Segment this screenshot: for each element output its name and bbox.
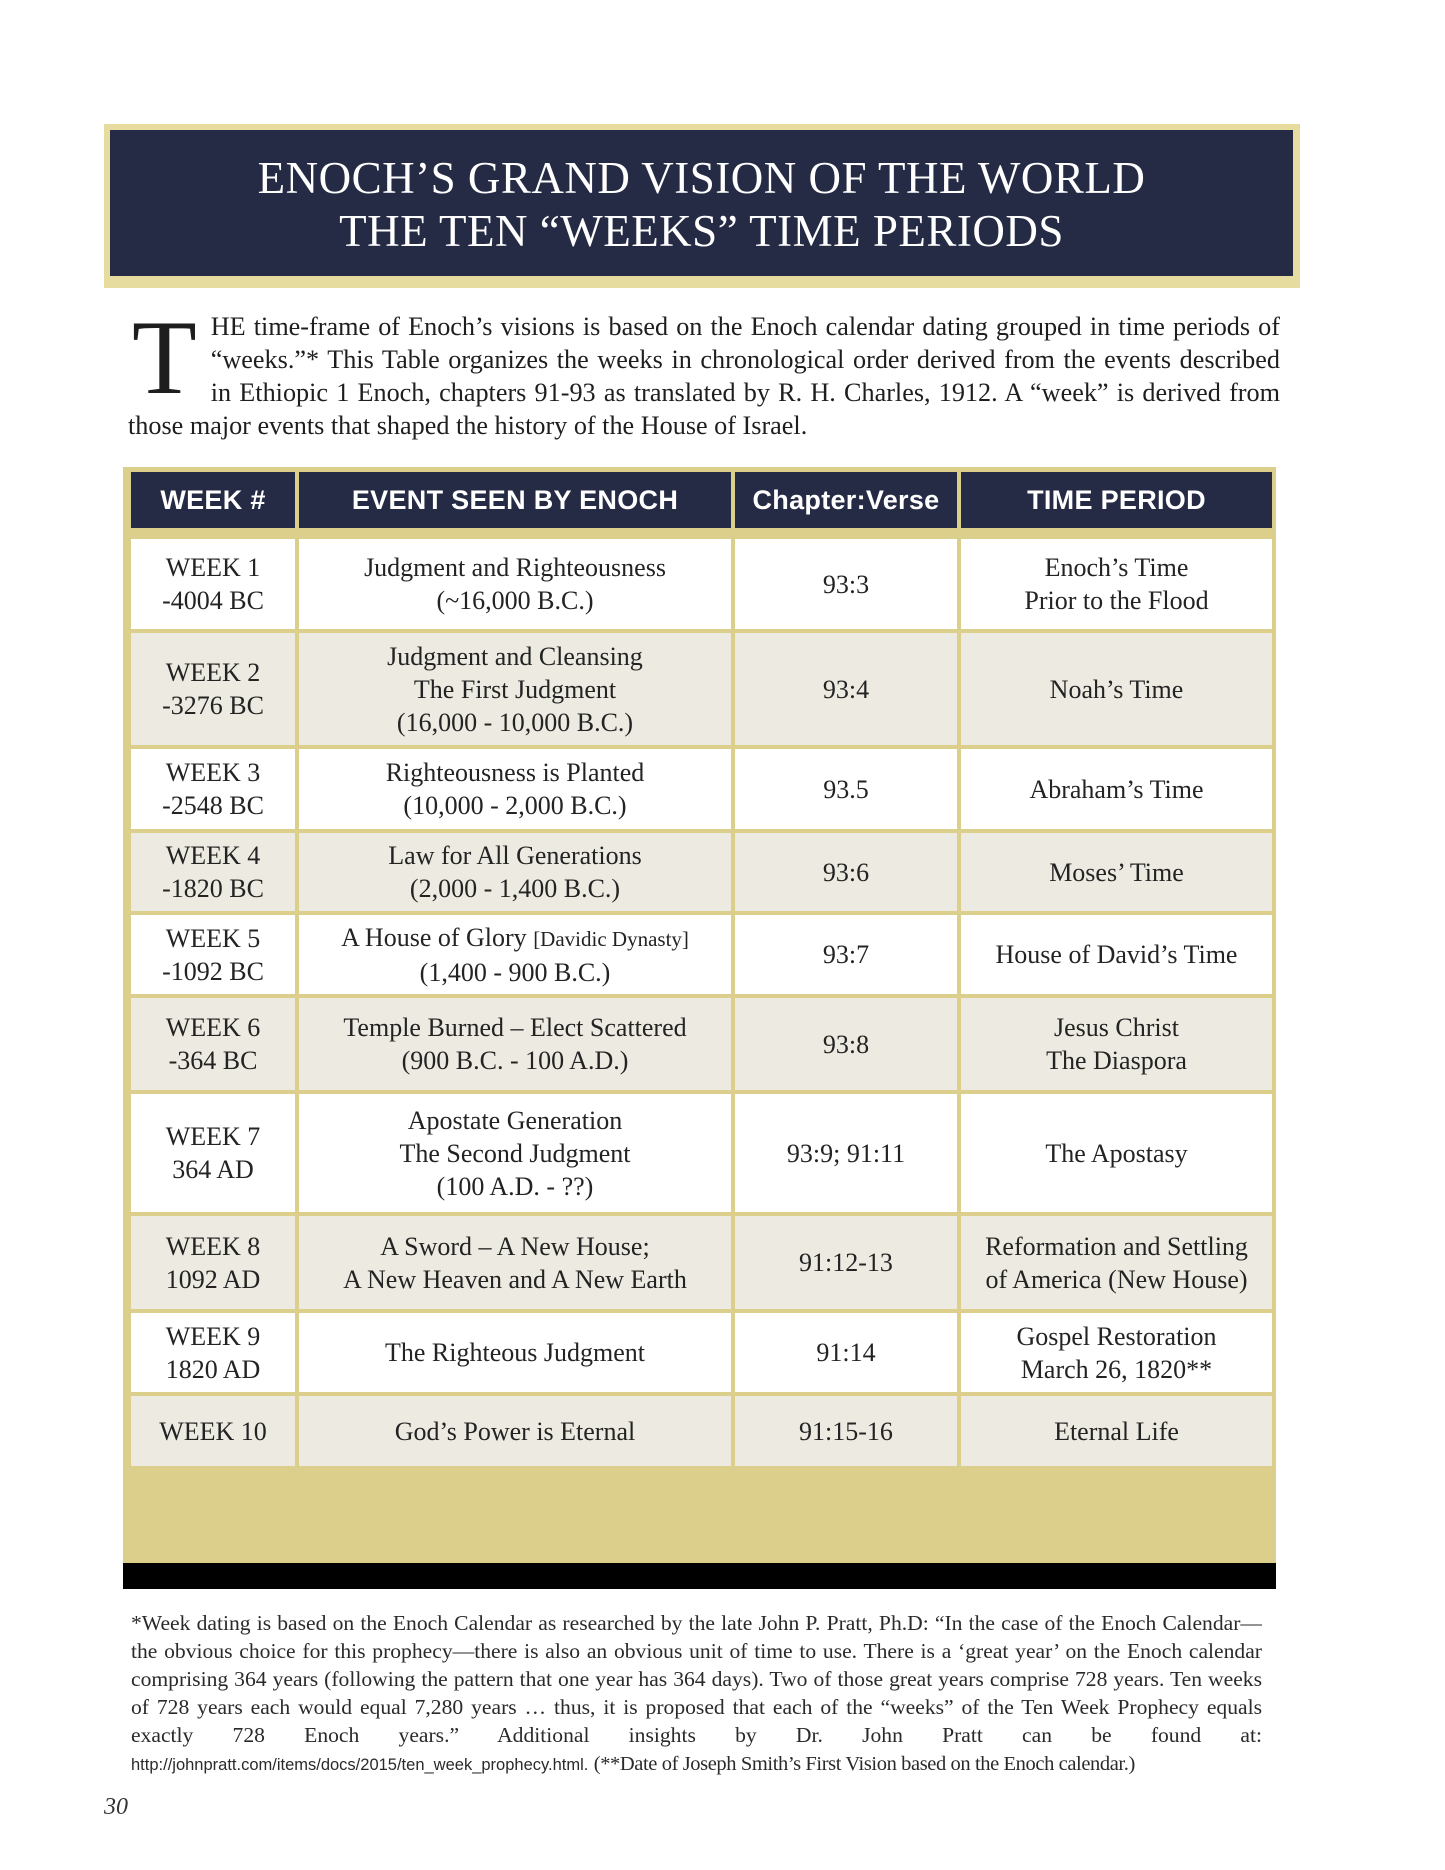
title-line-2: THE TEN “WEEKS” TIME PERIODS (339, 206, 1064, 256)
table-bottom-bar (123, 1563, 1276, 1589)
event-cell-line (403, 789, 626, 822)
period-cell (961, 1216, 1272, 1309)
week-cell-text: 1820 AD (165, 1354, 261, 1384)
table-row (127, 1216, 1272, 1309)
period-cell (961, 1094, 1272, 1212)
week-cell-line (166, 1230, 261, 1263)
period-cell-line (1024, 584, 1208, 617)
week-cell-line (166, 1011, 261, 1044)
event-cell-line (395, 1415, 635, 1448)
week-cell-line (166, 1353, 261, 1386)
footnote-url[interactable]: http://johnpratt.com/items/docs/2015/ten_week_prophecy.html. (131, 1756, 589, 1774)
event-cell-text: A Sword – A New House; (380, 1231, 650, 1261)
week-cell-text: WEEK 10 (159, 1416, 267, 1446)
event-cell-line (386, 756, 645, 789)
period-cell-text: Jesus Christ (1054, 1013, 1179, 1042)
drop-cap: T (132, 299, 197, 416)
verse-cell: 93:9; 91:11 (735, 1094, 957, 1212)
week-cell-line (166, 756, 261, 789)
event-cell-text: (1,400 - 900 B.C.) (419, 957, 611, 987)
week-cell-text: -1092 BC (162, 956, 264, 986)
event-cell (299, 539, 731, 629)
week-cell-line (166, 922, 261, 955)
week-cell-text: -2548 BC (162, 791, 264, 820)
title-inner (110, 130, 1293, 276)
week-cell (131, 749, 295, 829)
period-cell-text: Enoch’s Time (1044, 553, 1189, 582)
week-cell-text: WEEK 5 (165, 923, 261, 953)
week-cell-line (162, 689, 264, 722)
period-cell (961, 1313, 1272, 1392)
week-cell-text: WEEK 1 (165, 553, 261, 582)
verse-cell: 93.5 (735, 749, 957, 829)
table-row (127, 539, 1272, 629)
event-cell-line (385, 1336, 645, 1369)
period-cell (961, 1396, 1272, 1466)
title-banner (104, 124, 1300, 288)
event-cell (299, 1216, 731, 1309)
verse-cell: 93:6 (735, 833, 957, 911)
event-cell-line (343, 1011, 686, 1044)
event-cell (299, 1094, 731, 1212)
intro-text: HE time-frame of Enoch’s visions is based on the Enoch calendar dating grouped in time periods of “weeks.”* This Table organizes the weeks in chronological order derived from the events described in Ethiopic 1 Enoch, chapters 91-93 as translated by R. H. Charles, 1912. A “week” is derived from those major events that shaped the history of the House of Israel. (128, 312, 1280, 440)
event-cell-text: (~16,000 B.C.) (436, 586, 594, 615)
title-line-1: ENOCH’S GRAND VISION OF THE WORLD (257, 153, 1146, 203)
event-cell (299, 998, 731, 1090)
week-cell-text: 364 AD (172, 1155, 254, 1184)
period-cell-line (1054, 1011, 1179, 1044)
week-cell-line (166, 1263, 261, 1296)
period-cell-text: of America (New House) (985, 1264, 1248, 1294)
period-cell-line (996, 938, 1238, 971)
period-cell-text: Eternal Life (1054, 1416, 1179, 1446)
footnote-tail: (**Date of Joseph Smith’s First Vision based on the Enoch calendar.) (593, 1753, 1135, 1775)
event-cell-line (437, 1170, 594, 1203)
intro-paragraph (128, 299, 1280, 442)
period-cell-line (1049, 856, 1184, 889)
week-cell (131, 1396, 295, 1466)
period-cell-line (1045, 551, 1189, 584)
period-cell (961, 833, 1272, 911)
week-cell-text: WEEK 8 (165, 1231, 261, 1261)
period-cell-text: The Diaspora (1046, 1046, 1187, 1075)
event-cell (299, 833, 731, 911)
week-cell (131, 539, 295, 629)
period-cell-line (1021, 1353, 1212, 1386)
week-cell (131, 633, 295, 745)
period-cell-text: The Apostasy (1045, 1138, 1188, 1168)
event-cell-text: (16,000 - 10,000 B.C.) (396, 707, 634, 737)
event-cell (299, 633, 731, 745)
week-cell-line (162, 872, 264, 905)
event-cell-text: (10,000 - 2,000 B.C.) (403, 791, 627, 820)
table-header-row (127, 472, 1272, 528)
week-cell-line (166, 1120, 261, 1153)
footnote (131, 1609, 1262, 1779)
event-cell-text: (100 A.D. - ??) (436, 1171, 594, 1201)
event-cell-text: The First Judgment (413, 674, 617, 704)
event-cell-line (397, 706, 633, 739)
event-cell-line (402, 1044, 629, 1077)
table-row (127, 1094, 1272, 1212)
period-cell-text: Prior to the Flood (1024, 586, 1209, 615)
event-cell-line (380, 1230, 649, 1263)
week-cell (131, 833, 295, 911)
event-cell-line (341, 921, 689, 956)
weeks-table (123, 467, 1276, 1563)
period-cell-text: March 26, 1820** (1020, 1354, 1213, 1384)
table-row (127, 915, 1272, 994)
event-cell-line (414, 673, 616, 706)
period-cell-text: Reformation and Settling (985, 1231, 1248, 1261)
period-cell-text: Gospel Restoration (1016, 1321, 1217, 1351)
event-cell-text: Law for All Generations (388, 841, 642, 870)
week-cell-line (162, 789, 264, 822)
event-cell-line (436, 584, 593, 617)
event-cell-text: The Righteous Judgment (385, 1338, 645, 1367)
event-cell-text: The Second Judgment (399, 1138, 631, 1168)
event-cell-line (420, 956, 611, 989)
week-cell-line (166, 551, 261, 584)
event-cell-line (408, 1104, 622, 1137)
event-cell (299, 1396, 731, 1466)
header-event: EVENT SEEN BY ENOCH (299, 472, 731, 528)
event-cell-text: A House of Glory (341, 922, 527, 952)
event-cell (299, 749, 731, 829)
event-cell-line (364, 551, 666, 584)
event-cell-text: (2,000 - 1,400 B.C.) (409, 874, 621, 903)
table-row (127, 1313, 1272, 1392)
verse-cell: 91:14 (735, 1313, 957, 1392)
event-cell (299, 915, 731, 994)
verse-cell: 91:12-13 (735, 1216, 957, 1309)
verse-cell: 93:3 (735, 539, 957, 629)
footnote-text: *Week dating is based on the Enoch Calendar as researched by the late John P. Pratt, Ph.D: “In the case of the Enoch Calendar—the obvious choice for this prophecy—there is also an obvious unit of time to use. There is a ‘great year’ on the Enoch calendar comprising 364 years (following the pattern that one year has 364 days). Two of those great years comprise 728 years. Ten weeks of 728 years each would equal 7,280 years … thus, it is proposed that each of the “weeks” of the Ten Week Prophecy equals exactly 728 Enoch years.” Additional insights by Dr. John Pratt can be found at: (131, 1611, 1262, 1747)
period-cell (961, 915, 1272, 994)
week-cell-line (166, 1320, 261, 1353)
table-row (127, 998, 1272, 1090)
week-cell-text: WEEK 4 (165, 841, 261, 870)
week-cell-text: WEEK 9 (165, 1321, 261, 1351)
week-cell-line (166, 839, 261, 872)
table-row (127, 633, 1272, 745)
week-cell-line (159, 1415, 267, 1448)
week-cell-text: -364 BC (168, 1046, 258, 1075)
period-cell (961, 998, 1272, 1090)
week-cell-text: 1092 AD (165, 1264, 261, 1294)
period-cell-line (1050, 673, 1184, 706)
period-cell (961, 633, 1272, 745)
page-number: 30 (104, 1794, 128, 1820)
header-week: WEEK # (131, 472, 295, 528)
event-cell-text: Apostate Generation (407, 1105, 623, 1135)
event-cell-text: God’s Power is Eternal (394, 1416, 636, 1446)
verse-cell: 93:4 (735, 633, 957, 745)
verse-cell: 93:8 (735, 998, 957, 1090)
week-cell-text: WEEK 3 (165, 758, 261, 787)
event-cell-line (388, 839, 641, 872)
event-cell-line (387, 640, 643, 673)
period-cell-line (1045, 1137, 1187, 1170)
period-cell-text: Abraham’s Time (1029, 774, 1204, 804)
period-cell (961, 749, 1272, 829)
event-note: [Davidic Dynasty] (533, 926, 689, 951)
event-cell-line (410, 872, 620, 905)
header-verse: Chapter:Verse (735, 472, 957, 528)
period-cell-line (985, 1263, 1247, 1296)
week-cell-text: -4004 BC (162, 586, 264, 615)
period-cell-text: Noah’s Time (1049, 674, 1184, 704)
week-cell-line (172, 1153, 254, 1186)
period-cell-line (1046, 1044, 1187, 1077)
event-cell-text: Righteousness is Planted (385, 758, 645, 787)
week-cell-text: WEEK 7 (165, 1122, 261, 1151)
week-cell (131, 915, 295, 994)
period-cell-text: House of David’s Time (995, 940, 1238, 969)
event-cell-text: Judgment and Righteousness (364, 553, 666, 582)
header-period: TIME PERIOD (961, 472, 1272, 528)
verse-cell: 91:15-16 (735, 1396, 957, 1466)
week-cell-line (162, 955, 264, 988)
event-cell-text: Judgment and Cleansing (387, 641, 643, 671)
period-cell-text: Moses’ Time (1049, 857, 1184, 887)
table-row (127, 1396, 1272, 1466)
week-cell-text: WEEK 2 (165, 658, 261, 687)
event-cell-line (399, 1137, 630, 1170)
week-cell-text: -3276 BC (162, 691, 264, 720)
period-cell-line (985, 1230, 1248, 1263)
event-cell-text: Temple Burned – Elect Scattered (343, 1013, 687, 1042)
week-cell-text: -1820 BC (162, 874, 264, 903)
table-row (127, 833, 1272, 911)
event-cell-line (343, 1263, 687, 1296)
week-cell-line (169, 1044, 258, 1077)
table-row (127, 749, 1272, 829)
event-cell-text: (900 B.C. - 100 A.D.) (401, 1046, 629, 1075)
week-cell-line (166, 656, 261, 689)
verse-cell: 93:7 (735, 915, 957, 994)
event-cell-text: A New Heaven and A New Earth (343, 1264, 687, 1294)
week-cell (131, 1313, 295, 1392)
week-cell (131, 998, 295, 1090)
week-cell-text: WEEK 6 (165, 1013, 261, 1042)
period-cell (961, 539, 1272, 629)
period-cell-line (1054, 1415, 1179, 1448)
week-cell (131, 1216, 295, 1309)
period-cell-line (1016, 1320, 1216, 1353)
period-cell-line (1029, 773, 1203, 806)
event-cell (299, 1313, 731, 1392)
week-cell (131, 1094, 295, 1212)
week-cell-line (162, 584, 264, 617)
